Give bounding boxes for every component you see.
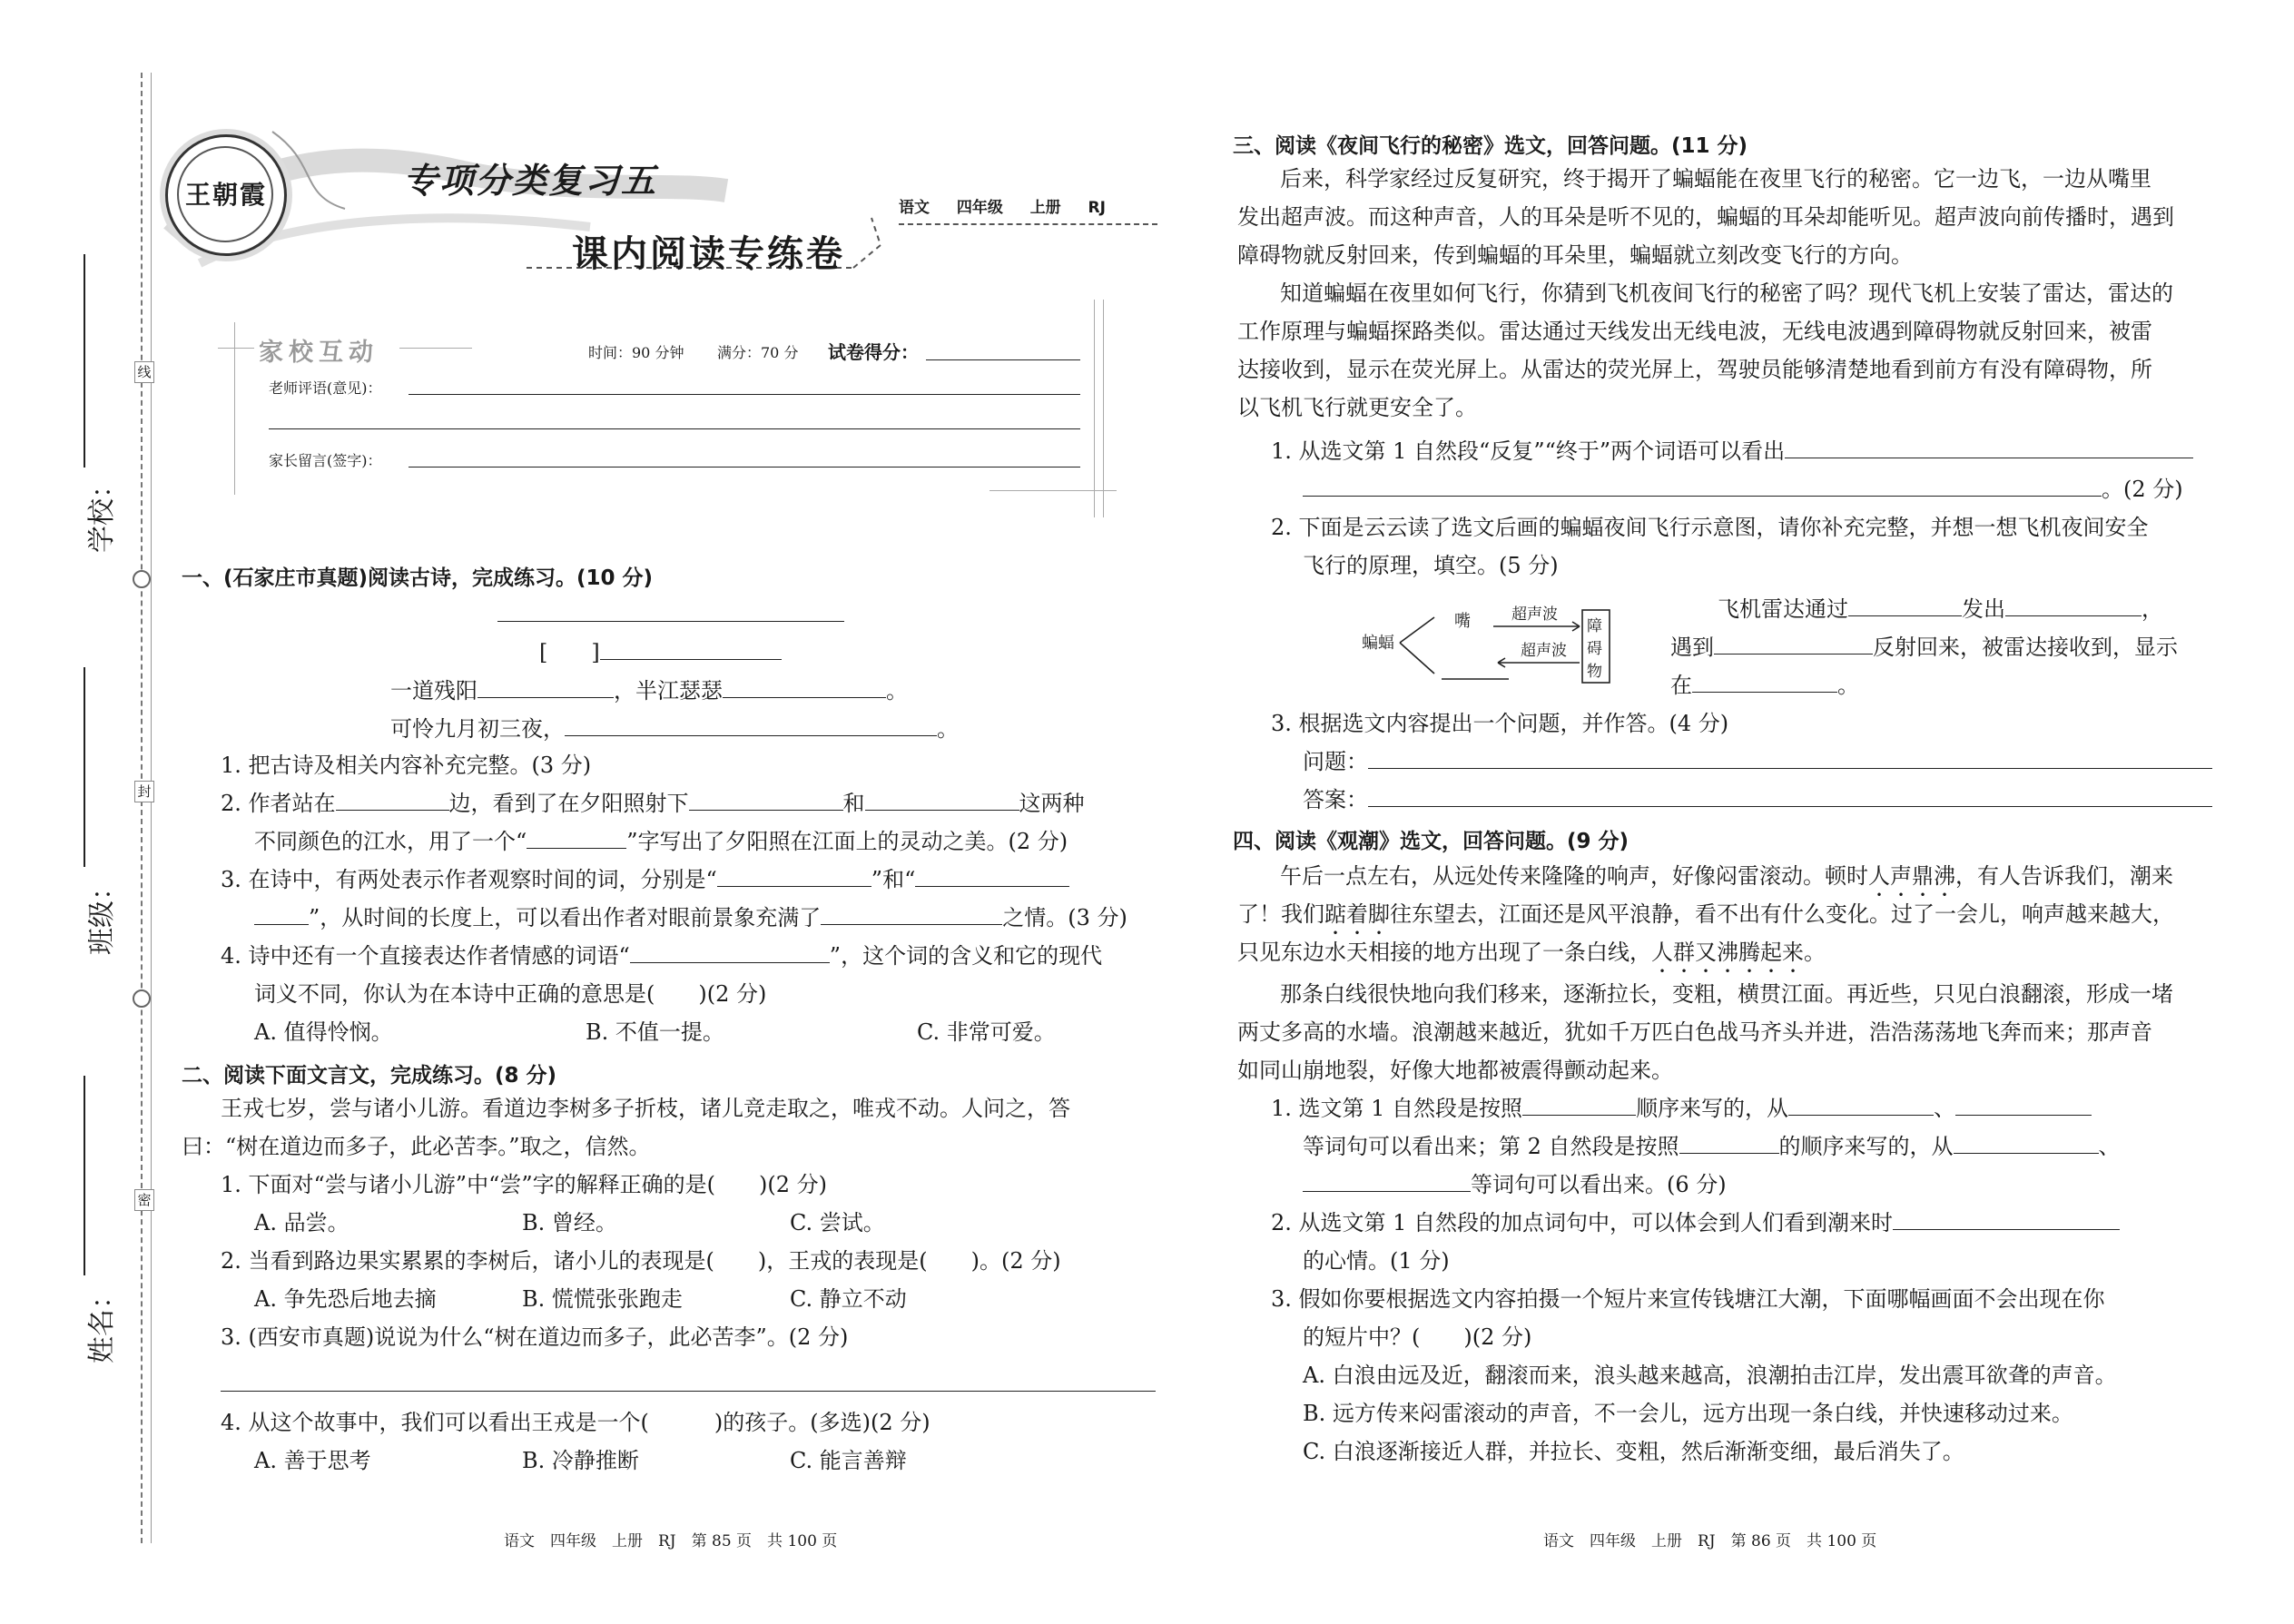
q4-1-blank-4[interactable] — [1679, 1153, 1779, 1154]
q1-1: 1. 把古诗及相关内容补充完整。(3 分) — [221, 753, 592, 778]
q2-2-option-a[interactable]: A. 争先恐后地去摘 — [254, 1286, 437, 1312]
q3-p1-line-2: 发出超声波。而这种声音，人的耳朵是听不见的，蝙蝠的耳朵却能听见。超声波向前传播时，遇到 — [1237, 204, 2174, 230]
q1-3-blank-4[interactable] — [821, 924, 1002, 925]
name-field[interactable] — [71, 1076, 118, 1366]
q4-3: 3. 假如你要根据选文内容拍摄一个短片来宣传钱塘江大潮，下面哪幅画面不会出现在你 — [1271, 1286, 2105, 1312]
q3-2-blank-2[interactable] — [2005, 615, 2141, 616]
tag-underline — [899, 223, 1157, 225]
page-title: 课内阅读专练卷 — [572, 232, 845, 275]
q3-p2-line-4: 以飞机飞行就更安全了。 — [1237, 395, 1477, 420]
q4-3-cont: 的短片中？( )(2 分) — [1303, 1324, 1532, 1350]
q3-3-question-blank[interactable] — [1368, 768, 2212, 769]
series-title: 专项分类复习五 — [403, 161, 658, 201]
diagram-mouth-label: 嘴 — [1454, 612, 1471, 631]
q4-p2-line-3: 如同山崩地裂，好像大地都被震得颤动起来。 — [1237, 1058, 1673, 1083]
subject-tags — [899, 194, 1106, 217]
q3-p2-line-3: 达接收到，显示在荧光屏上。从雷达的荧光屏上，驾驶员能够清楚地看到前方有没有障碍物，所 — [1237, 357, 2152, 382]
tag-edition: RJ — [1088, 199, 1106, 217]
dotted-phrase-3: 人群又沸腾起来 — [1651, 940, 1804, 965]
q2-2-option-c[interactable]: C. 静立不动 — [790, 1286, 907, 1312]
q3-1: 1. 从选文第 1 自然段“反复”“终于”两个词语可以看出 — [1271, 432, 2193, 470]
q1-4-option-b[interactable]: B. 不值一提。 — [586, 1019, 724, 1045]
q3-1-blank-2[interactable] — [1303, 496, 2102, 497]
tag-term: 上册 — [1029, 199, 1061, 217]
q1-title: 一、(石家庄市真题)阅读古诗，完成练习。(10 分) — [182, 566, 654, 590]
q1-2-cont: 不同颜色的江水，用了一个“ ”字写出了夕阳照在江面上的灵动之美。(2 分) — [254, 829, 1068, 854]
q3-1-cont: 。(2 分) — [1303, 470, 2183, 508]
teacher-comment-label: 老师评语(意见)： — [269, 379, 382, 397]
q4-title: 四、阅读《观潮》选文，回答问题。(9 分) — [1233, 830, 1629, 853]
q1-3-cont: ”，从时间的长度上，可以看出作者对眼前景象充满了 之情。(3 分) — [254, 899, 1127, 937]
box-left-rule — [234, 322, 235, 495]
q4-p2-line-2: 两丈多高的水墙。浪潮越来越近，犹如千万匹白色战马齐头并进，浩浩荡荡地飞奔而来；那声音 — [1237, 1019, 2152, 1045]
q2-1-option-c[interactable]: C. 尝试。 — [790, 1210, 885, 1235]
q2-3: 3. (西安市真题)说说为什么“树在道边而多子，此必苦李”。(2 分) — [221, 1324, 849, 1350]
q3-2-cont: 飞行的原理，填空。(5 分) — [1303, 553, 1559, 578]
q4-1-cont-2: 等词句可以看出来。(6 分) — [1303, 1166, 1727, 1204]
brand-logo — [165, 134, 287, 256]
q1-3-blank-1[interactable] — [717, 886, 871, 887]
q1-3: 3. 在诗中，有两处表示作者观察时间的词，分别是“ ”和“ — [221, 861, 1069, 899]
poem-author-blank[interactable] — [600, 659, 782, 660]
seal-char-xian: 线 — [134, 361, 154, 383]
q1-3-blank-3[interactable] — [254, 924, 309, 925]
diagram-wave-out-label: 超声波 — [1511, 605, 1558, 624]
q3-2-blank-1[interactable] — [1848, 615, 1962, 616]
q3-title: 三、阅读《夜间飞行的秘密》选文，回答问题。(11 分) — [1233, 134, 1748, 158]
name-label: 姓名： — [86, 1282, 118, 1363]
q4-1-blank-2[interactable] — [1788, 1115, 1934, 1116]
logo-text: 王朝霞 — [184, 180, 267, 210]
q3-3: 3. 根据选文内容提出一个问题，并作答。(4 分) — [1271, 711, 1729, 736]
tag-grade: 四年级 — [956, 199, 1003, 217]
class-field[interactable] — [71, 667, 118, 958]
bat-diagram — [1353, 590, 1625, 699]
q4-1-blank-5[interactable] — [1954, 1153, 2099, 1154]
q3-p1-line-1: 后来，科学家经过反复研究，终于揭开了蝙蝠能在夜里飞行的秘密。它一边飞，一边从嘴里 — [1280, 166, 2151, 192]
q1-3-blank-2[interactable] — [915, 886, 1069, 887]
q3-2-blank-3[interactable] — [1714, 654, 1873, 655]
tag-subject: 语文 — [899, 199, 930, 217]
score-input[interactable] — [926, 359, 1080, 360]
q2-4-option-c[interactable]: C. 能言善辩 — [790, 1448, 907, 1473]
q2-1: 1. 下面对“尝与诸小儿游”中“尝”字的解释正确的是( )(2 分) — [221, 1172, 827, 1197]
diagram-obstacle-3: 物 — [1587, 663, 1602, 681]
q1-4-option-a[interactable]: A. 值得怜悯。 — [254, 1019, 393, 1045]
poem-blank-1[interactable] — [478, 697, 614, 698]
poem-author-line — [539, 634, 782, 672]
q4-1-cont: 等词句可以看出来；第 2 自然段是按照 的顺序来写的，从 、 — [1303, 1134, 2121, 1159]
q1-2-blank-2[interactable] — [689, 810, 843, 811]
dotted-phrase-1: 人声鼎沸 — [1868, 863, 1955, 889]
full-score: 满分：70 分 — [717, 344, 799, 361]
q3-p2-line-2: 工作原理与蝙蝠探路类似。雷达通过天线发出无线电波，无线电波遇到障碍物就反射回来，被雷 — [1237, 319, 2152, 344]
school-field[interactable] — [71, 254, 118, 553]
teacher-comment-line-2[interactable] — [269, 428, 1080, 429]
q3-3-answer-blank[interactable] — [1368, 806, 2212, 807]
left-footer: 语文 四年级 上册 RJ 第 85 页 共 100 页 — [504, 1532, 838, 1550]
poem-blank-2[interactable] — [723, 697, 886, 698]
q1-2: 2. 作者站在 边，看到了在夕阳照射下 和 这两种 — [221, 791, 1085, 816]
binding-dashed-line — [141, 73, 143, 1543]
poem-title-blank[interactable] — [497, 621, 844, 622]
diagram-bat-label: 蝙蝠 — [1362, 634, 1394, 653]
q2-2-option-b[interactable]: B. 慌慌张张跑走 — [522, 1286, 683, 1312]
q4-2-cont: 的心情。(1 分) — [1303, 1248, 1450, 1274]
right-footer: 语文 四年级 上册 RJ 第 86 页 共 100 页 — [1543, 1532, 1877, 1550]
q3-p1-line-3: 障碍物就反射回来，传到蝙蝠的耳朵里，蝙蝠就立刻改变飞行的方向。 — [1237, 242, 1913, 268]
poem-bracket: [ ] — [539, 640, 600, 665]
q4-p1-line-2: 了！我们踮着脚往东望去，江面还是风平浪静，看不出有什么变化。过了一会儿，响声越来越大， — [1237, 901, 2174, 927]
q2-2: 2. 当看到路边果实累累的李树后，诸小儿的表现是( )，王戎的表现是( )。(2 分) — [221, 1248, 1061, 1274]
interaction-label: 家校互动 — [259, 339, 379, 367]
q1-2-blank-3[interactable] — [865, 810, 1019, 811]
q1-4-blank[interactable] — [630, 962, 830, 963]
q2-1-option-a[interactable]: A. 品尝。 — [254, 1210, 350, 1235]
q3-3-answer: 答案： — [1303, 781, 2212, 819]
diagram-obstacle-1: 障 — [1587, 617, 1602, 635]
diagram-obstacle-2: 碍 — [1587, 640, 1602, 658]
q2-3-answer-line[interactable] — [221, 1391, 1156, 1392]
teacher-comment-line-1[interactable] — [409, 394, 1080, 395]
q3-p2-line-1: 知道蝙蝠在夜里如何飞行，你猜到飞机夜间飞行的秘密了吗？现代飞机上安装了雷达，雷达的 — [1280, 281, 2173, 306]
q2-1-option-b[interactable]: B. 曾经。 — [522, 1210, 617, 1235]
q4-3-option-b[interactable]: B. 远方传来闷雷滚动的声音，不一会儿，远方出现一条白线，并快速移动过来。 — [1303, 1401, 2073, 1426]
binding-solid-line — [151, 73, 152, 1543]
q4-1-blank-1[interactable] — [1522, 1115, 1636, 1116]
binding-hole — [133, 570, 151, 588]
q2-4-option-b[interactable]: B. 冷静推断 — [522, 1448, 639, 1473]
seal-char-feng: 封 — [134, 781, 154, 802]
q3-2-fill-1: 飞机雷达通过 发出 ， — [1718, 596, 2163, 622]
binding-hole — [133, 989, 151, 1008]
poem-line-1: 一道残阳 ，半江瑟瑟 。 — [390, 678, 908, 704]
seal-char-mi: 密 — [134, 1189, 154, 1211]
q4-2-blank[interactable] — [1893, 1229, 2120, 1230]
diagram-wave-back-label: 超声波 — [1521, 642, 1567, 660]
q3-2: 2. 下面是云云读了选文后画的蝙蝠夜间飞行示意图，请你补充完整，并想一想飞机夜间安全 — [1271, 515, 2149, 540]
q3-3-question: 问题： — [1303, 743, 2212, 781]
q2-passage-line-1: 王戎七岁，尝与诸小儿游。看道边李树多子折枝，诸儿竞走取之，唯戎不动。人问之，答 — [221, 1096, 1070, 1121]
parent-message-label: 家长留言(签字)： — [269, 452, 382, 469]
parent-message-line[interactable] — [409, 467, 1080, 468]
box-right-rule — [1094, 300, 1095, 517]
q4-1-blank-6[interactable] — [1303, 1191, 1471, 1192]
q4-p1-line-3: 只见东边水天相接的地方出现了一条白线，人群又沸腾起来。 — [1237, 940, 1826, 965]
q1-4-cont: 词义不同，你认为在本诗中正确的意思是( )(2 分) — [254, 981, 767, 1007]
score-label: 试卷得分： — [828, 341, 919, 363]
q4-1: 1. 选文第 1 自然段是按照 顺序来写的，从 、 — [1271, 1089, 2092, 1127]
q2-passage-line-2: 曰：“树在道边而多子，此必苦李。”取之，信然。 — [182, 1134, 651, 1159]
q1-4-option-c[interactable]: C. 非常可爱。 — [917, 1019, 1056, 1045]
poem-line-2: 可怜九月初三夜， 。 — [390, 716, 959, 742]
q4-p1-line-1: 午后一点左右，从远处传来隆隆的响声，好像闷雷滚动。顿时人声鼎沸，有人告诉我们，潮来 — [1280, 863, 2173, 889]
q2-4-option-a[interactable]: A. 善于思考 — [254, 1448, 371, 1473]
q4-3-option-c[interactable]: C. 白浪逐渐接近人群，并拉长、变粗，然后渐渐变细，最后消失了。 — [1303, 1439, 1964, 1464]
q3-2-fill-2: 遇到 反射回来，被雷达接收到，显示 — [1670, 635, 2178, 660]
q4-1-blank-3[interactable] — [1955, 1115, 2092, 1116]
q2-title: 二、阅读下面文言文，完成练习。(8 分) — [182, 1064, 557, 1088]
class-label: 班级： — [86, 873, 118, 955]
q2-4: 4. 从这个故事中，我们可以看出王戎是一个( )的孩子。(多选)(2 分) — [221, 1410, 930, 1435]
q4-p2-line-1: 那条白线很快地向我们移来，逐渐拉长，变粗，横贯江面。再近些，只见白浪翻滚，形成一堵 — [1280, 981, 2173, 1007]
q4-2: 2. 从选文第 1 自然段的加点词句中，可以体会到人们看到潮来时 — [1271, 1204, 2120, 1242]
q3-2-blank-4[interactable] — [1692, 692, 1837, 693]
q1-2-blank-4[interactable] — [527, 848, 626, 849]
q1-2-blank-1[interactable] — [336, 810, 449, 811]
q3-2-fill-3: 在 。 — [1670, 673, 1859, 698]
dotted-phrase-2: 踮着脚 — [1324, 901, 1390, 927]
school-label: 学校： — [86, 471, 118, 553]
q1-4: 4. 诗中还有一个直接表达作者情感的词语“ ”，这个词的含义和它的现代 — [221, 943, 1103, 969]
time-limit: 时间：90 分钟 — [588, 344, 684, 361]
poem-blank-3[interactable] — [565, 735, 937, 736]
q4-3-option-a[interactable]: A. 白浪由远及近，翻滚而来，浪头越来越高，浪潮拍击江岸，发出震耳欲聋的声音。 — [1303, 1363, 2117, 1388]
